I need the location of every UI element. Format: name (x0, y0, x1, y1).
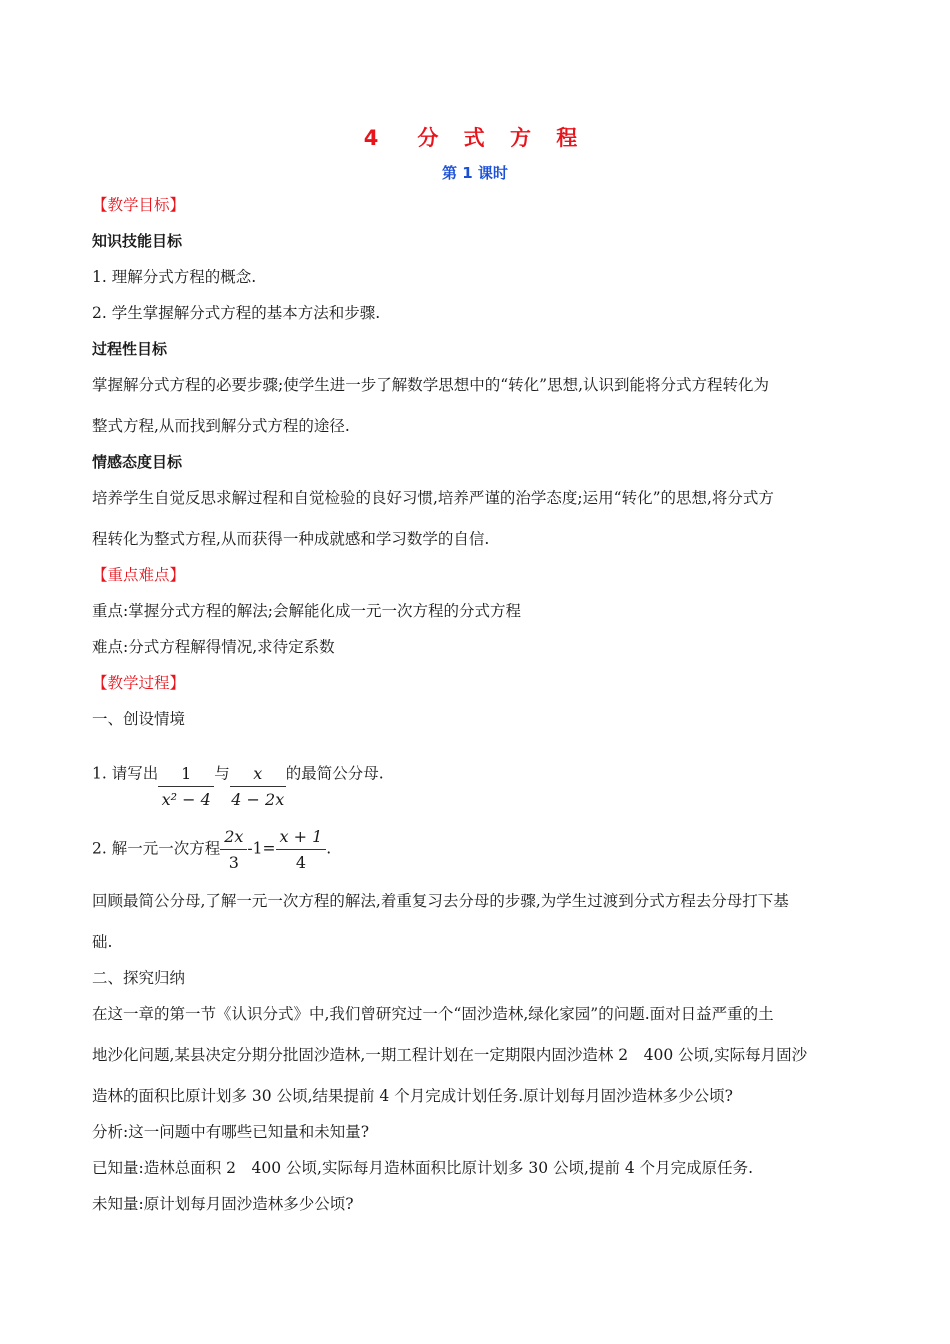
process-line-1: 掌握解分式方程的必要步骤;使学生进一步了解数学思想中的“转化”思想,认识到能将分式方程转化为 (92, 376, 770, 394)
fraction-2x-over-3 (220, 827, 247, 872)
knowledge-item-1: 1. 理解分式方程的概念. (92, 268, 257, 286)
fraction-denominator: 4 (295, 853, 306, 872)
section-1-heading: 一、创设情境 (92, 710, 186, 728)
fraction-numerator: 2x (220, 827, 247, 850)
fraction-1-over-x2-minus-4 (158, 764, 214, 809)
key-point: 重点:掌握分式方程的解法;会解能化成一元一次方程的分式方程 (92, 602, 521, 620)
unknown-quantities: 未知量:原计划每月固沙造林多少公顷? (92, 1195, 354, 1213)
difficulty-point: 难点:分式方程解得情况,求待定系数 (92, 638, 335, 656)
fraction-denominator: 4 − 2x (231, 790, 285, 809)
known-quantities: 已知量:造林总面积 2 400 公顷,实际每月造林面积比原计划多 30 公顷,提前 4 个月完成原任务. (92, 1159, 754, 1177)
objectives-heading: 【教学目标】 (92, 196, 186, 214)
review-line-1: 回顾最简公分母,了解一元一次方程的解法,着重复习去分母的步骤,为学生过渡到分式方程去分母打下基 (92, 892, 789, 910)
fraction-x-plus-1-over-4 (276, 827, 327, 872)
process-line-2: 整式方程,从而找到解分式方程的途径. (92, 417, 350, 435)
emotion-heading: 情感态度目标 (92, 453, 183, 471)
question-2-mid: -1= (247, 839, 276, 858)
fraction-x-over-4-minus-2x (230, 764, 286, 809)
question-1 (92, 752, 384, 809)
question-1-suffix: 的最简公分母. (285, 764, 384, 783)
story-line-1: 在这一章的第一节《认识分式》中,我们曾研究过一个“固沙造林,绿化家园”的问题.面对日益严重的土 (92, 1005, 774, 1023)
process-heading: 过程性目标 (92, 340, 168, 358)
question-1-mid: 与 (214, 764, 230, 783)
keypoints-heading: 【重点难点】 (92, 566, 186, 584)
review-line-2: 础. (92, 933, 113, 951)
question-2-suffix: . (326, 839, 332, 858)
emotion-line-2: 程转化为整式方程,从而获得一种成就感和学习数学的自信. (92, 530, 490, 548)
section-2-heading: 二、探究归纳 (92, 969, 186, 987)
story-line-2: 地沙化问题,某县决定分期分批固沙造林,一期工程计划在一定期限内固沙造林 2 400 公顷,实际每月固沙 (92, 1046, 808, 1064)
page-subtitle: 第 1 课时 (442, 164, 508, 182)
fraction-numerator: 1 (158, 764, 214, 787)
fraction-denominator: 3 (228, 853, 239, 872)
story-line-3: 造林的面积比原计划多 30 公顷,结果提前 4 个月完成计划任务.原计划每月固沙造林多少公顷? (92, 1087, 733, 1105)
fraction-numerator: x + 1 (276, 827, 327, 850)
question-2-prefix: 2. 解一元一次方程 (92, 839, 221, 858)
emotion-line-1: 培养学生自觉反思求解过程和自觉检验的良好习惯,培养严谨的治学态度;运用“转化”的思想,将分式方 (92, 489, 774, 507)
question-2 (92, 827, 331, 872)
page-title: 4 分 式 方 程 (363, 126, 587, 150)
knowledge-item-2: 2. 学生掌握解分式方程的基本方法和步骤. (92, 304, 381, 322)
analysis-line: 分析:这一问题中有哪些已知量和未知量? (92, 1123, 370, 1141)
process-section-heading: 【教学过程】 (92, 674, 186, 692)
knowledge-heading: 知识技能目标 (92, 232, 183, 250)
fraction-numerator: x (230, 764, 286, 787)
question-1-prefix: 1. 请写出 (92, 764, 159, 783)
fraction-denominator: x² − 4 (161, 790, 211, 809)
